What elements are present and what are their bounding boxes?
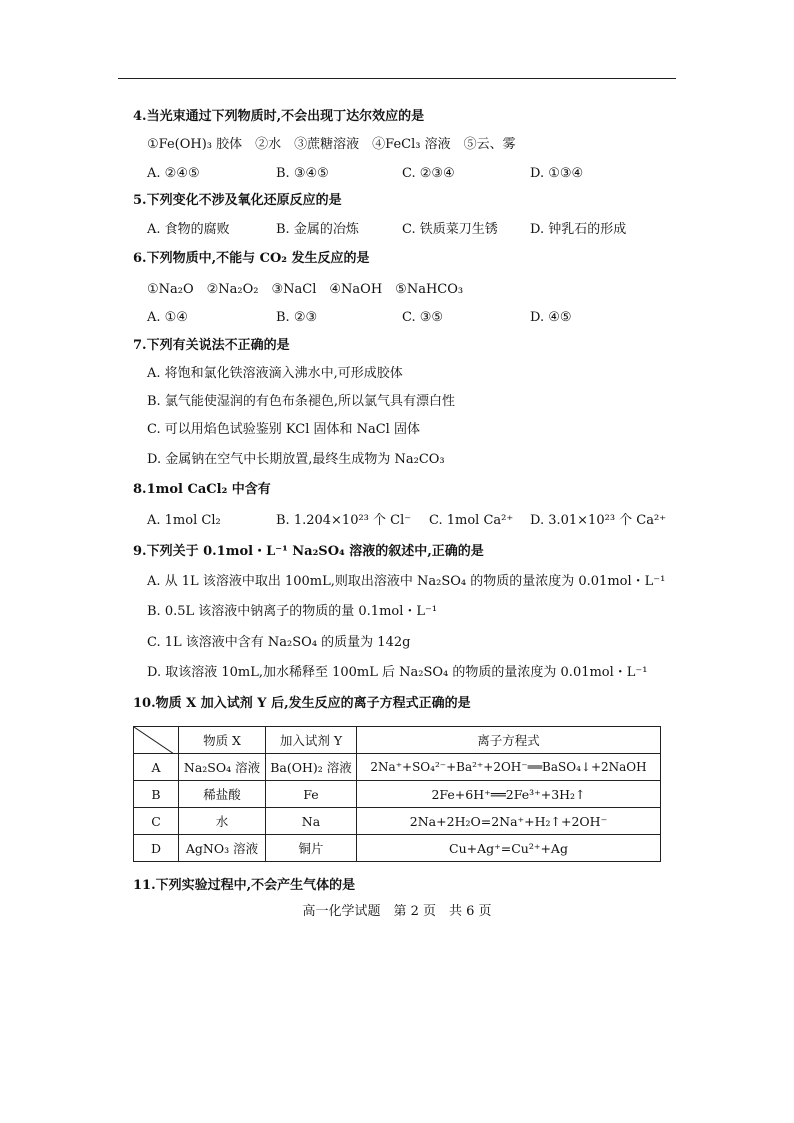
header-rule [118, 78, 676, 79]
cell-substance-x: Na₂SO₄ 溶液 [179, 754, 266, 781]
cell-substance-x: 水 [179, 808, 266, 835]
q9-option-b: B. 0.5L 该溶液中钠离子的物质的量 0.1mol・L⁻¹ [147, 604, 438, 619]
cell-ionic-equation: 2Na⁺+SO₄²⁻+Ba²⁺+2OH⁻══BaSO₄↓+2NaOH [357, 754, 661, 781]
q5-option-d: D. 钟乳石的形成 [530, 222, 627, 237]
q9-option-a: A. 从 1L 该溶液中取出 100mL,则取出溶液中 Na₂SO₄ 的物质的量浓度为 0.01mol・L⁻¹ [147, 574, 666, 589]
q4-option-a: A. ②④⑤ [147, 166, 200, 181]
header-ionic-equation: 离子方程式 [357, 727, 661, 754]
diagonal-corner-cell [134, 727, 179, 754]
question-6-stem: 6.下列物质中,不能与 CO₂ 发生反应的是 [133, 251, 370, 266]
table-row [134, 781, 661, 808]
q5-option-a: A. 食物的腐败 [147, 222, 230, 237]
q7-option-b: B. 氯气能使湿润的有色布条褪色,所以氯气具有漂白性 [147, 394, 455, 409]
q7-option-a: A. 将饱和氯化铁溶液滴入沸水中,可形成胶体 [147, 366, 403, 381]
ion-equation-table [133, 726, 661, 862]
cell-reagent-y: 铜片 [266, 835, 357, 862]
cell-substance-x: AgNO₃ 溶液 [179, 835, 266, 862]
header-reagent-y: 加入试剂 Y [266, 727, 357, 754]
row-label: D [134, 835, 179, 862]
page-footer: 高一化学试题 第 2 页 共 6 页 [302, 904, 492, 919]
cell-ionic-equation: 2Fe+6H⁺══2Fe³⁺+3H₂↑ [357, 781, 661, 808]
question-6-items: ①Na₂O ②Na₂O₂ ③NaCl ④NaOH ⑤NaHCO₃ [147, 282, 464, 297]
row-label: B [134, 781, 179, 808]
cell-reagent-y: Na [266, 808, 357, 835]
cell-reagent-y: Ba(OH)₂ 溶液 [266, 754, 357, 781]
question-9-stem: 9.下列关于 0.1mol・L⁻¹ Na₂SO₄ 溶液的叙述中,正确的是 [133, 544, 484, 559]
q4-option-c: C. ②③④ [402, 166, 455, 181]
question-4-stem: 4.当光束通过下列物质时,不会出现丁达尔效应的是 [133, 109, 425, 124]
row-label: A [134, 754, 179, 781]
table-row [134, 754, 661, 781]
cell-substance-x: 稀盐酸 [179, 781, 266, 808]
table-header-row [134, 727, 661, 754]
question-10-stem: 10.物质 X 加入试剂 Y 后,发生反应的离子方程式正确的是 [133, 696, 471, 711]
question-7-stem: 7.下列有关说法不正确的是 [133, 338, 290, 353]
question-4-items: ①Fe(OH)₃ 胶体 ②水 ③蔗糖溶液 ④FeCl₃ 溶液 ⑤云、雾 [147, 137, 516, 152]
q8-option-c: C. 1mol Ca²⁺ [429, 513, 514, 528]
row-label: C [134, 808, 179, 835]
q6-option-b: B. ②③ [276, 310, 318, 325]
table-row [134, 808, 661, 835]
q4-option-d: D. ①③④ [530, 166, 584, 181]
diagonal-line-icon [134, 727, 174, 754]
question-8-stem: 8.1mol CaCl₂ 中含有 [133, 482, 271, 497]
question-11-stem: 11.下列实验过程中,不会产生气体的是 [133, 878, 356, 893]
cell-ionic-equation: Cu+Ag⁺=Cu²⁺+Ag [357, 835, 661, 862]
question-5-stem: 5.下列变化不涉及氧化还原反应的是 [133, 193, 342, 208]
q8-option-b: B. 1.204×10²³ 个 Cl⁻ [276, 513, 412, 528]
header-substance-x: 物质 X [179, 727, 266, 754]
q4-option-b: B. ③④⑤ [276, 166, 329, 181]
q9-option-c: C. 1L 该溶液中含有 Na₂SO₄ 的质量为 142g [147, 635, 411, 650]
q8-option-d: D. 3.01×10²³ 个 Ca²⁺ [530, 513, 667, 528]
q9-option-d: D. 取该溶液 10mL,加水稀释至 100mL 后 Na₂SO₄ 的物质的量浓度为 0.01mol・L⁻¹ [147, 665, 648, 680]
q7-option-d: D. 金属钠在空气中长期放置,最终生成物为 Na₂CO₃ [147, 452, 445, 467]
q6-option-d: D. ④⑤ [530, 310, 572, 325]
q8-option-a: A. 1mol Cl₂ [147, 513, 221, 528]
table-row [134, 835, 661, 862]
q7-option-c: C. 可以用焰色试验鉴别 KCl 固体和 NaCl 固体 [147, 422, 420, 437]
q5-option-b: B. 金属的冶炼 [276, 222, 359, 237]
cell-ionic-equation: 2Na+2H₂O=2Na⁺+H₂↑+2OH⁻ [357, 808, 661, 835]
q6-option-c: C. ③⑤ [402, 310, 444, 325]
q5-option-c: C. 铁质菜刀生锈 [402, 222, 498, 237]
q6-option-a: A. ①④ [147, 310, 188, 325]
cell-reagent-y: Fe [266, 781, 357, 808]
